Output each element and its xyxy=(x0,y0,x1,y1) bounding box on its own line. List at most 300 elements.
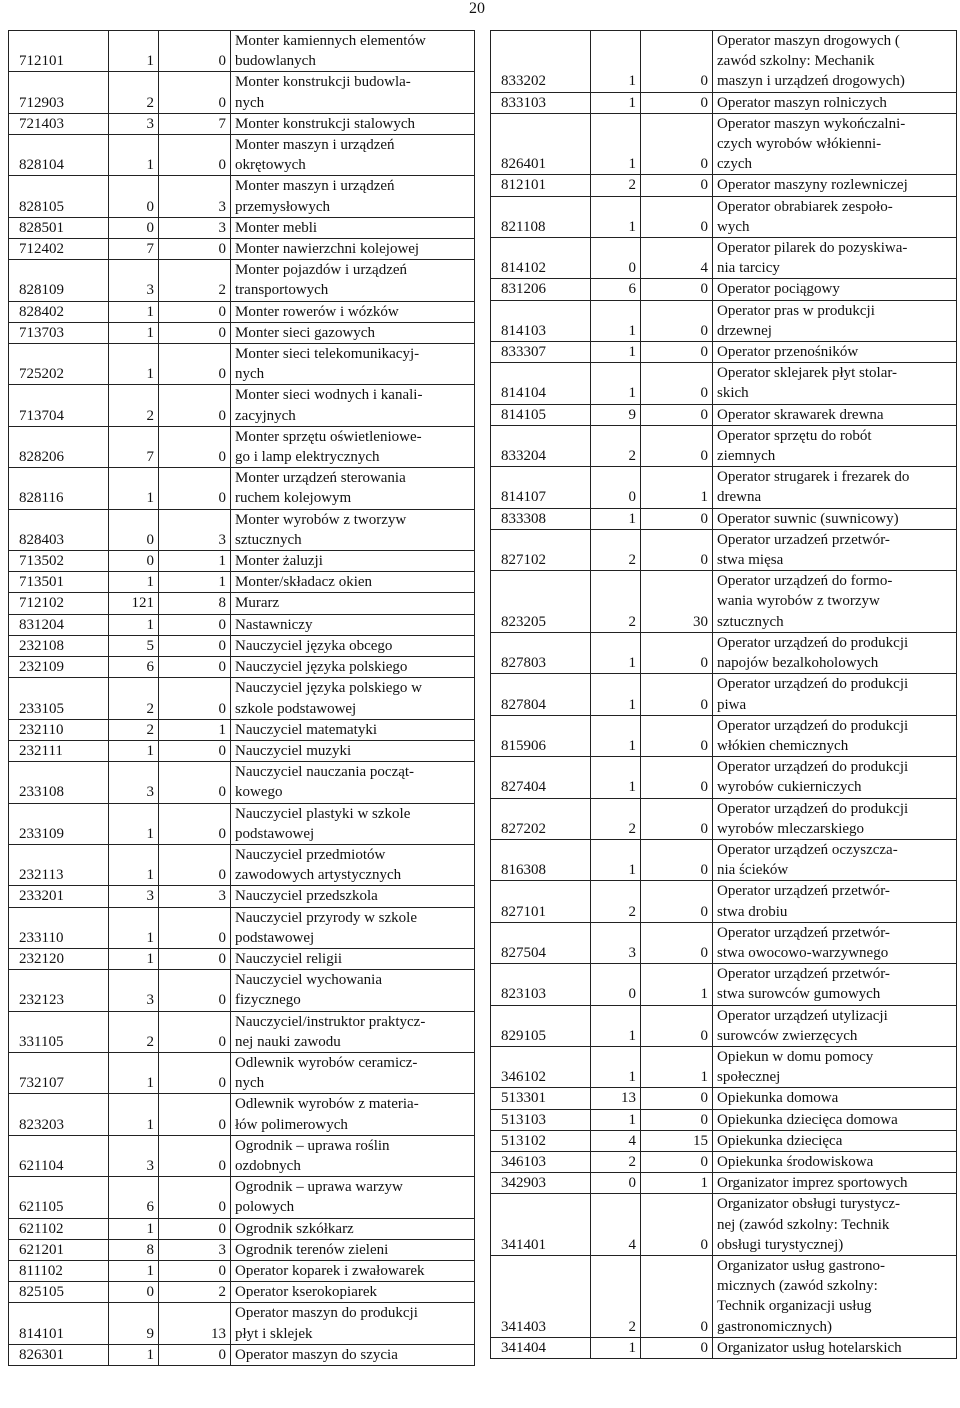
occupation-code-cell: 732107 xyxy=(9,1052,109,1093)
occupation-name-cell xyxy=(713,1151,957,1172)
occupation-name-cell xyxy=(231,886,475,907)
occupation-name-line: stwa owocowo-warzywnego xyxy=(717,944,889,961)
occupation-name-line: Nauczyciel wychowania xyxy=(235,972,383,989)
count-b-cell: 0 xyxy=(159,803,231,844)
occupation-name-cell xyxy=(713,1255,957,1337)
count-b-cell: 0 xyxy=(159,762,231,803)
table-row xyxy=(491,342,957,363)
count-b-cell: 0 xyxy=(159,1218,231,1239)
count-a-cell: 1 xyxy=(591,31,641,93)
count-b-cell: 3 xyxy=(159,509,231,550)
occupation-code-cell: 827504 xyxy=(491,922,591,963)
count-a-cell: 1 xyxy=(109,1260,159,1281)
occupation-code-cell: 833204 xyxy=(491,425,591,466)
occupation-code-cell: 815906 xyxy=(491,715,591,756)
count-b-cell: 0 xyxy=(159,740,231,761)
occupation-name-cell xyxy=(713,404,957,425)
occupation-code-cell: 827803 xyxy=(491,632,591,673)
occupation-name-line: go i lamp elektrycznych xyxy=(235,449,380,466)
occupation-code-cell: 827202 xyxy=(491,798,591,839)
count-a-cell: 1 xyxy=(109,344,159,385)
occupation-name-line: nia tarcicy xyxy=(717,260,780,277)
table-row xyxy=(9,217,475,238)
count-b-cell: 1 xyxy=(641,1173,713,1194)
occupation-name-cell xyxy=(231,426,475,467)
occupation-code-cell: 331105 xyxy=(9,1011,109,1052)
occupation-name-line: Operator urządzeń do produkcji xyxy=(717,759,909,776)
table-row xyxy=(9,1260,475,1281)
table-row xyxy=(491,839,957,880)
occupation-name-line: Monter mebli xyxy=(235,219,318,236)
count-b-cell: 0 xyxy=(641,1194,713,1256)
occupation-name-line: czych wyrobów włókienni- xyxy=(717,136,882,153)
occupation-code-cell: 811102 xyxy=(9,1260,109,1281)
count-a-cell: 1 xyxy=(109,803,159,844)
occupation-name-cell xyxy=(231,509,475,550)
table-row xyxy=(491,1173,957,1194)
table-row xyxy=(9,385,475,426)
occupation-name-line: podstawowej xyxy=(235,825,315,842)
occupation-code-cell: 823205 xyxy=(491,571,591,633)
occupation-name-line: nych xyxy=(235,94,265,111)
table-row xyxy=(9,678,475,719)
occupation-name-line: Operator strugarek i frezarek do xyxy=(717,469,910,486)
occupation-name-line: Monter urządzeń sterowania xyxy=(235,470,406,487)
count-b-cell: 0 xyxy=(641,1337,713,1358)
occupation-code-cell: 712903 xyxy=(9,72,109,113)
occupation-name-line: Technik organizacji usług xyxy=(717,1298,872,1315)
occupation-code-cell: 827404 xyxy=(491,757,591,798)
occupation-name-cell xyxy=(231,803,475,844)
occupation-code-cell: 621105 xyxy=(9,1177,109,1218)
occupation-name-cell xyxy=(713,757,957,798)
count-b-cell: 0 xyxy=(159,135,231,176)
count-b-cell: 1 xyxy=(641,964,713,1005)
count-a-cell: 1 xyxy=(591,632,641,673)
occupation-code-cell: 825105 xyxy=(9,1282,109,1303)
occupation-code-cell: 513301 xyxy=(491,1088,591,1109)
occupation-name-cell xyxy=(231,217,475,238)
table-row xyxy=(491,467,957,508)
count-b-cell: 0 xyxy=(159,31,231,72)
table-row xyxy=(491,1130,957,1151)
count-b-cell: 0 xyxy=(641,279,713,300)
table-row xyxy=(9,468,475,509)
occupation-code-cell: 814104 xyxy=(491,363,591,404)
occupation-name-line: Operator suwnic (suwnicowy) xyxy=(717,510,899,527)
table-row xyxy=(491,1151,957,1172)
occupation-code-cell: 827804 xyxy=(491,674,591,715)
occupation-name-cell xyxy=(231,1282,475,1303)
count-b-cell: 0 xyxy=(159,468,231,509)
count-b-cell: 0 xyxy=(159,1011,231,1052)
count-a-cell: 1 xyxy=(109,468,159,509)
table-row xyxy=(491,632,957,673)
occupation-code-cell: 341403 xyxy=(491,1255,591,1337)
table-row xyxy=(9,239,475,260)
occupation-name-cell xyxy=(231,301,475,322)
count-b-cell: 0 xyxy=(641,839,713,880)
count-b-cell: 0 xyxy=(159,614,231,635)
occupation-name-line: Nauczyciel muzyki xyxy=(235,742,352,759)
occupation-name-line: Operator kserokopiarek xyxy=(235,1284,378,1301)
occupation-name-cell xyxy=(713,798,957,839)
count-a-cell: 2 xyxy=(591,1151,641,1172)
occupation-name-line: Nauczyciel przyrody w szkole xyxy=(235,909,418,926)
count-a-cell: 6 xyxy=(591,279,641,300)
count-a-cell: 3 xyxy=(109,260,159,301)
count-b-cell: 0 xyxy=(159,1177,231,1218)
count-a-cell: 1 xyxy=(591,300,641,341)
occupation-name-cell xyxy=(231,719,475,740)
occupation-name-line: Monter sieci telekomunikacyj- xyxy=(235,346,420,363)
occupation-name-line: Operator pilarek do pozyskiwa- xyxy=(717,240,908,257)
count-b-cell: 0 xyxy=(159,678,231,719)
occupation-name-line: obsługi turystycznej) xyxy=(717,1236,844,1253)
occupation-name-line: wania wyrobów z tworzyw xyxy=(717,593,880,610)
table-row xyxy=(9,635,475,656)
count-a-cell: 2 xyxy=(591,1255,641,1337)
occupation-name-line: Operator maszyn do produkcji xyxy=(235,1305,418,1322)
count-b-cell: 2 xyxy=(159,1282,231,1303)
occupation-name-line: Operator maszyny rozlewniczej xyxy=(717,177,908,194)
occupation-name-cell xyxy=(231,1177,475,1218)
occupation-code-cell: 721403 xyxy=(9,113,109,134)
table-row xyxy=(491,113,957,175)
count-a-cell: 1 xyxy=(591,757,641,798)
table-row xyxy=(9,762,475,803)
occupation-name-line: Nastawniczy xyxy=(235,616,313,633)
occupation-name-line: Monter wyrobów z tworzyw xyxy=(235,511,407,528)
occupation-name-cell xyxy=(231,1260,475,1281)
count-a-cell: 1 xyxy=(591,1337,641,1358)
table-row xyxy=(9,886,475,907)
occupation-code-cell: 712101 xyxy=(9,31,109,72)
occupation-name-line: Nauczyciel plastyki w szkole xyxy=(235,805,411,822)
occupation-name-line: Operator przenośników xyxy=(717,344,859,361)
occupation-name-cell xyxy=(231,1135,475,1176)
count-a-cell: 1 xyxy=(591,113,641,175)
count-a-cell: 1 xyxy=(109,844,159,885)
count-a-cell: 5 xyxy=(109,635,159,656)
table-row xyxy=(491,964,957,1005)
occupation-name-cell xyxy=(713,632,957,673)
table-row xyxy=(9,509,475,550)
occupation-name-line: Organizator imprez sportowych xyxy=(717,1175,908,1192)
occupation-code-cell: 814105 xyxy=(491,404,591,425)
count-b-cell: 0 xyxy=(641,196,713,237)
occupation-name-cell xyxy=(713,196,957,237)
count-b-cell: 7 xyxy=(159,113,231,134)
occupation-name-cell xyxy=(231,740,475,761)
count-a-cell: 121 xyxy=(109,593,159,614)
occupation-name-line: budowlanych xyxy=(235,53,316,70)
count-b-cell: 0 xyxy=(159,1260,231,1281)
count-b-cell: 0 xyxy=(641,674,713,715)
count-a-cell: 1 xyxy=(109,1344,159,1365)
table-row xyxy=(491,1088,957,1109)
occupation-name-line: Opiekunka środowiskowa xyxy=(717,1153,874,1170)
table-row xyxy=(9,426,475,467)
occupation-name-line: stwa mięsa xyxy=(717,552,784,569)
count-a-cell: 2 xyxy=(591,425,641,466)
occupation-name-line: sztucznych xyxy=(235,531,302,548)
occupation-name-cell xyxy=(231,907,475,948)
count-a-cell: 1 xyxy=(109,740,159,761)
count-a-cell: 0 xyxy=(591,964,641,1005)
table-row xyxy=(491,529,957,570)
count-b-cell: 0 xyxy=(159,907,231,948)
occupation-code-cell: 621201 xyxy=(9,1239,109,1260)
count-a-cell: 9 xyxy=(109,1303,159,1344)
occupation-name-line: Operator skrawarek drewna xyxy=(717,406,884,423)
occupation-name-line: Monter/składacz okien xyxy=(235,574,373,591)
occupation-name-line: włókien chemicznych xyxy=(717,737,849,754)
count-b-cell: 0 xyxy=(641,175,713,196)
occupation-name-line: Monter rowerów i wózków xyxy=(235,303,399,320)
count-a-cell: 0 xyxy=(591,1173,641,1194)
occupation-name-line: nej nauki zawodu xyxy=(235,1033,341,1050)
count-a-cell: 4 xyxy=(591,1194,641,1256)
occupation-name-line: skich xyxy=(717,385,749,402)
occupation-name-line: Ogrodnik – uprawa warzyw xyxy=(235,1179,403,1196)
occupation-code-cell: 232120 xyxy=(9,948,109,969)
occupation-name-cell xyxy=(231,135,475,176)
count-a-cell: 2 xyxy=(591,175,641,196)
table-row xyxy=(491,798,957,839)
occupation-name-cell xyxy=(713,1194,957,1256)
count-b-cell: 2 xyxy=(159,260,231,301)
count-a-cell: 1 xyxy=(591,839,641,880)
occupation-name-cell xyxy=(713,238,957,279)
occupation-name-line: kowego xyxy=(235,784,283,801)
occupation-code-cell: 823103 xyxy=(491,964,591,1005)
count-a-cell: 1 xyxy=(109,948,159,969)
occupation-name-line: transportowych xyxy=(235,282,329,299)
occupation-name-line: Operator obrabiarek zespoło- xyxy=(717,198,893,215)
count-a-cell: 1 xyxy=(591,342,641,363)
count-b-cell: 0 xyxy=(641,1088,713,1109)
occupation-code-cell: 828206 xyxy=(9,426,109,467)
occupation-code-cell: 833308 xyxy=(491,508,591,529)
occupation-name-line: Operator maszyn drogowych ( xyxy=(717,33,900,49)
occupation-name-line: Nauczyciel języka obcego xyxy=(235,637,393,654)
table-row xyxy=(9,1218,475,1239)
occupation-code-cell: 816308 xyxy=(491,839,591,880)
occupation-name-line: micznych (zawód szkolny: xyxy=(717,1278,878,1295)
occupation-code-cell: 341401 xyxy=(491,1194,591,1256)
count-b-cell: 0 xyxy=(641,881,713,922)
occupation-name-line: Odlewnik wyrobów z materia- xyxy=(235,1096,419,1113)
count-b-cell: 0 xyxy=(641,715,713,756)
count-a-cell: 3 xyxy=(109,970,159,1011)
occupation-code-cell: 232109 xyxy=(9,657,109,678)
count-a-cell: 1 xyxy=(591,674,641,715)
count-b-cell: 15 xyxy=(641,1130,713,1151)
occupation-code-cell: 821108 xyxy=(491,196,591,237)
occupation-name-cell xyxy=(231,572,475,593)
count-b-cell: 0 xyxy=(641,425,713,466)
occupation-code-cell: 342903 xyxy=(491,1173,591,1194)
occupation-name-line: płyt i sklejek xyxy=(235,1325,313,1342)
occupation-name-cell xyxy=(231,678,475,719)
count-b-cell: 1 xyxy=(159,572,231,593)
table-row xyxy=(491,922,957,963)
occupation-name-line: Organizator obsługi turystycz- xyxy=(717,1196,901,1213)
occupation-code-cell: 833307 xyxy=(491,342,591,363)
count-b-cell: 0 xyxy=(641,798,713,839)
occupation-name-cell xyxy=(231,970,475,1011)
count-b-cell: 3 xyxy=(159,1239,231,1260)
occupation-name-line: zawodowych artystycznych xyxy=(235,867,402,884)
count-b-cell: 1 xyxy=(641,1046,713,1087)
occupation-name-cell xyxy=(713,342,957,363)
occupation-name-line: Nauczyciel przedmiotów xyxy=(235,846,386,863)
occupation-name-line: Operator pociągowy xyxy=(717,281,840,298)
occupation-name-cell xyxy=(713,1337,957,1358)
occupation-name-line: Operator sprzętu do robót xyxy=(717,427,872,444)
count-a-cell: 1 xyxy=(591,363,641,404)
occupation-name-cell xyxy=(713,1046,957,1087)
count-a-cell: 3 xyxy=(109,1135,159,1176)
occupation-name-cell xyxy=(231,635,475,656)
count-b-cell: 0 xyxy=(159,1094,231,1135)
occupation-name-cell xyxy=(713,674,957,715)
occupation-name-line: Operator urządzeń oczyszcza- xyxy=(717,841,898,858)
table-row xyxy=(9,1344,475,1365)
occupation-name-line: Operator urzadzeń przetwór- xyxy=(717,531,890,548)
occupation-code-cell: 233108 xyxy=(9,762,109,803)
occupation-name-cell xyxy=(231,1094,475,1135)
table-row xyxy=(491,1255,957,1337)
count-a-cell: 0 xyxy=(109,176,159,217)
count-b-cell: 0 xyxy=(641,404,713,425)
count-a-cell: 13 xyxy=(591,1088,641,1109)
count-b-cell: 0 xyxy=(159,322,231,343)
occupation-code-cell: 713502 xyxy=(9,551,109,572)
occupation-name-line: Ogrodnik terenów zieleni xyxy=(235,1241,389,1258)
count-a-cell: 1 xyxy=(591,92,641,113)
occupation-name-line: wyrobów cukierniczych xyxy=(717,779,862,796)
count-a-cell: 0 xyxy=(109,1282,159,1303)
table-row xyxy=(491,508,957,529)
occupation-name-line: Odlewnik wyrobów ceramicz- xyxy=(235,1054,418,1071)
count-a-cell: 2 xyxy=(109,678,159,719)
count-a-cell: 2 xyxy=(109,719,159,740)
occupation-name-line: sztucznych xyxy=(717,613,784,630)
table-row xyxy=(491,1046,957,1087)
occupation-name-cell xyxy=(713,508,957,529)
count-a-cell: 3 xyxy=(591,922,641,963)
occupation-name-line: Operator urządzeń utylizacji xyxy=(717,1007,888,1024)
occupation-name-line: Nauczyciel/instruktor praktycz- xyxy=(235,1013,426,1030)
table-row xyxy=(9,657,475,678)
count-a-cell: 9 xyxy=(591,404,641,425)
table-row xyxy=(9,113,475,134)
occupation-code-cell: 513103 xyxy=(491,1109,591,1130)
occupation-name-line: drzewnej xyxy=(717,322,772,339)
occupation-name-cell xyxy=(231,72,475,113)
table-row xyxy=(491,571,957,633)
occupation-name-line: przemysłowych xyxy=(235,198,330,215)
table-row xyxy=(491,279,957,300)
count-a-cell: 0 xyxy=(109,217,159,238)
occupation-name-cell xyxy=(713,1173,957,1194)
occupation-name-line: stwa drobiu xyxy=(717,903,788,920)
count-a-cell: 1 xyxy=(591,508,641,529)
occupation-name-line: nia ścieków xyxy=(717,862,789,879)
occupation-name-line: okrętowych xyxy=(235,157,306,174)
count-b-cell: 0 xyxy=(159,657,231,678)
occupation-name-cell xyxy=(713,715,957,756)
count-b-cell: 0 xyxy=(159,1052,231,1093)
occupation-code-cell: 814102 xyxy=(491,238,591,279)
occupation-code-cell: 712102 xyxy=(9,593,109,614)
count-a-cell: 3 xyxy=(109,886,159,907)
occupation-name-line: podstawowej xyxy=(235,929,315,946)
count-a-cell: 2 xyxy=(591,529,641,570)
table-row xyxy=(9,970,475,1011)
occupation-name-cell xyxy=(713,1109,957,1130)
occupation-name-cell xyxy=(231,344,475,385)
occupation-name-line: Monter konstrukcji stalowych xyxy=(235,115,415,132)
count-b-cell: 0 xyxy=(641,508,713,529)
count-b-cell: 0 xyxy=(641,363,713,404)
occupations-table-right xyxy=(490,30,957,1359)
occupation-name-cell xyxy=(231,948,475,969)
count-b-cell: 0 xyxy=(641,31,713,93)
occupation-name-line: Operator urządzeń do produkcji xyxy=(717,717,909,734)
count-b-cell: 30 xyxy=(641,571,713,633)
occupation-name-cell xyxy=(231,1011,475,1052)
table-row xyxy=(491,715,957,756)
count-a-cell: 6 xyxy=(109,657,159,678)
occupation-name-line: Ogrodnik szkółkarz xyxy=(235,1220,354,1237)
count-a-cell: 1 xyxy=(591,196,641,237)
occupation-code-cell: 725202 xyxy=(9,344,109,385)
occupation-name-cell xyxy=(713,31,957,93)
occupation-name-line: Monter maszyn i urządzeń xyxy=(235,178,395,195)
occupation-name-line: Operator maszyn rolniczych xyxy=(717,94,887,111)
occupation-code-cell: 346103 xyxy=(491,1151,591,1172)
count-a-cell: 8 xyxy=(109,1239,159,1260)
count-b-cell: 3 xyxy=(159,176,231,217)
table-row xyxy=(9,1177,475,1218)
page-number: 20 xyxy=(469,0,485,17)
occupation-name-cell xyxy=(713,881,957,922)
table-row xyxy=(491,1194,957,1256)
count-a-cell: 1 xyxy=(109,572,159,593)
occupation-name-cell xyxy=(713,1130,957,1151)
occupation-name-line: Ogrodnik – uprawa roślin xyxy=(235,1137,390,1154)
occupation-code-cell: 233201 xyxy=(9,886,109,907)
count-b-cell: 0 xyxy=(159,1135,231,1176)
table-row xyxy=(9,72,475,113)
occupation-code-cell: 831204 xyxy=(9,614,109,635)
occupation-name-line: Nauczyciel nauczania począt- xyxy=(235,764,415,781)
occupation-name-line: Operator maszyn wykończalni- xyxy=(717,115,906,132)
count-b-cell: 0 xyxy=(159,635,231,656)
table-row xyxy=(9,176,475,217)
occupation-name-line: Monter maszyn i urządzeń xyxy=(235,137,395,154)
occupation-name-line: maszyn i urządzeń drogowych) xyxy=(717,73,905,90)
count-a-cell: 0 xyxy=(591,467,641,508)
count-b-cell: 0 xyxy=(641,922,713,963)
count-b-cell: 1 xyxy=(159,719,231,740)
occupation-code-cell: 828403 xyxy=(9,509,109,550)
count-b-cell: 0 xyxy=(159,344,231,385)
table-row xyxy=(491,674,957,715)
